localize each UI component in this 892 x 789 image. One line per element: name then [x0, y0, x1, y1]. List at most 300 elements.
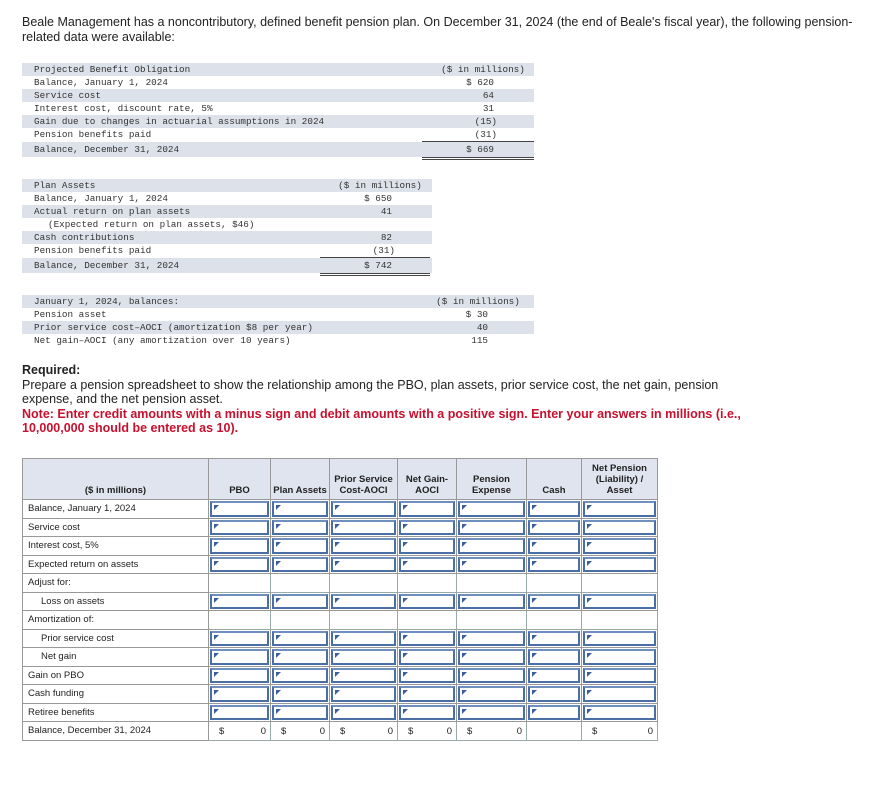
input-box[interactable]	[331, 520, 396, 536]
plan-assets-row	[22, 205, 432, 218]
worksheet-input-cell[interactable]	[527, 500, 582, 519]
worksheet-input-cell[interactable]	[457, 500, 527, 519]
pbo-header-row	[22, 63, 534, 76]
pbo-row-label: Gain due to changes in actuarial assumptions in 2024	[34, 116, 325, 127]
input-box[interactable]	[399, 686, 455, 702]
plan-assets-row-value: $ 650	[364, 193, 392, 204]
input-marker-icon	[335, 542, 340, 547]
pbo-row-label: Balance, December 31, 2024	[34, 144, 180, 155]
input-box[interactable]	[528, 631, 580, 647]
input-marker-icon	[462, 505, 467, 510]
worksheet-input-cell[interactable]	[457, 685, 527, 704]
worksheet-input-cell[interactable]	[209, 666, 271, 685]
input-box[interactable]	[272, 686, 328, 702]
worksheet-input-cell[interactable]	[330, 666, 398, 685]
input-box[interactable]	[399, 501, 455, 517]
input-box[interactable]	[583, 520, 656, 536]
worksheet-input-cell[interactable]	[330, 537, 398, 556]
input-marker-icon	[587, 505, 592, 510]
input-box[interactable]	[210, 631, 269, 647]
plan-assets-unit: ($ in millions)	[338, 180, 422, 191]
worksheet-total-label: Balance, December 31, 2024	[23, 722, 209, 741]
input-box[interactable]	[210, 538, 269, 554]
worksheet-input-cell[interactable]	[330, 518, 398, 537]
input-box[interactable]	[399, 557, 455, 573]
currency-symbol: $	[408, 726, 414, 737]
worksheet-row-label: Net gain	[23, 648, 209, 667]
worksheet-input-cell[interactable]	[209, 518, 271, 537]
total-amount: 0	[516, 726, 522, 737]
input-box[interactable]	[583, 668, 656, 684]
balances-unit: ($ in millions)	[436, 296, 520, 307]
balances-table	[22, 295, 534, 347]
input-box[interactable]	[458, 557, 525, 573]
worksheet-corner: ($ in millions)	[23, 459, 209, 500]
balances-row-value: 115	[471, 335, 488, 346]
input-marker-icon	[587, 690, 592, 695]
worksheet-empty-cell	[582, 611, 658, 630]
input-box[interactable]	[458, 631, 525, 647]
worksheet-input-cell[interactable]	[398, 685, 457, 704]
worksheet-input-cell[interactable]	[271, 537, 330, 556]
currency-symbol: $	[281, 726, 287, 737]
worksheet-input-cell[interactable]	[527, 537, 582, 556]
balances-row-label: Net gain–AOCI (any amortization over 10 years)	[34, 335, 291, 346]
balances-row	[22, 308, 534, 321]
input-box[interactable]	[583, 705, 656, 721]
balances-row-value: 40	[476, 322, 488, 333]
worksheet-input-cell[interactable]	[582, 629, 658, 648]
input-box[interactable]	[458, 520, 525, 536]
input-marker-icon	[403, 505, 408, 510]
worksheet-row-label: Amortization of:	[23, 611, 209, 630]
worksheet-input-cell[interactable]	[330, 500, 398, 519]
worksheet-input-cell[interactable]	[398, 592, 457, 611]
input-marker-icon	[532, 561, 537, 566]
pbo-row-value: 64	[482, 90, 494, 101]
input-marker-icon	[532, 524, 537, 529]
input-box[interactable]	[331, 594, 396, 610]
input-marker-icon	[214, 542, 219, 547]
input-marker-icon	[462, 709, 467, 714]
input-marker-icon	[587, 635, 592, 640]
worksheet-input-cell[interactable]	[398, 500, 457, 519]
input-box[interactable]	[528, 538, 580, 554]
input-box[interactable]	[331, 631, 396, 647]
input-box[interactable]	[210, 686, 269, 702]
input-box[interactable]	[399, 668, 455, 684]
worksheet-input-cell[interactable]	[209, 500, 271, 519]
worksheet-empty-cell	[582, 574, 658, 593]
input-marker-icon	[532, 598, 537, 603]
worksheet-input-cell[interactable]	[209, 703, 271, 722]
total-amount: 0	[260, 726, 266, 737]
pbo-row-value: $ 669	[466, 144, 494, 155]
input-marker-icon	[276, 709, 281, 714]
worksheet-input-cell[interactable]	[527, 555, 582, 574]
pension-worksheet	[22, 458, 658, 741]
input-box[interactable]	[331, 705, 396, 721]
input-box[interactable]	[272, 520, 328, 536]
worksheet-total-cell	[582, 722, 658, 741]
input-box[interactable]	[399, 649, 455, 665]
plan-assets-row-value: 82	[380, 232, 392, 243]
input-box[interactable]	[458, 594, 525, 610]
worksheet-input-cell[interactable]	[398, 537, 457, 556]
worksheet-input-cell[interactable]	[330, 685, 398, 704]
worksheet-input-cell[interactable]	[330, 648, 398, 667]
input-box[interactable]	[331, 501, 396, 517]
input-marker-icon	[462, 598, 467, 603]
pbo-table	[22, 63, 534, 160]
worksheet-input-cell[interactable]	[582, 648, 658, 667]
input-box[interactable]	[528, 501, 580, 517]
worksheet-empty-cell	[457, 574, 527, 593]
input-marker-icon	[335, 672, 340, 677]
input-marker-icon	[335, 653, 340, 658]
balances-row	[22, 321, 534, 334]
pbo-row-value: (15)	[474, 116, 497, 127]
worksheet-input-cell[interactable]	[527, 629, 582, 648]
pbo-row	[22, 76, 534, 89]
currency-symbol: $	[219, 726, 225, 737]
worksheet-row-label: Gain on PBO	[23, 666, 209, 685]
plan-assets-row-value: 41	[380, 206, 392, 217]
worksheet-input-cell[interactable]	[271, 648, 330, 667]
worksheet-input-cell[interactable]	[271, 592, 330, 611]
input-box[interactable]	[272, 501, 328, 517]
worksheet-row	[23, 703, 658, 722]
worksheet-empty-cell	[209, 574, 271, 593]
input-marker-icon	[532, 690, 537, 695]
input-marker-icon	[462, 561, 467, 566]
worksheet-input-cell[interactable]	[457, 648, 527, 667]
worksheet-input-cell[interactable]	[398, 648, 457, 667]
input-box[interactable]	[210, 649, 269, 665]
input-marker-icon	[335, 635, 340, 640]
balances-header: January 1, 2024, balances:	[34, 296, 180, 307]
input-box[interactable]	[528, 668, 580, 684]
worksheet-input-cell[interactable]	[582, 555, 658, 574]
plan-assets-row	[22, 258, 432, 273]
worksheet-input-cell[interactable]	[527, 685, 582, 704]
total-amount: 0	[647, 726, 653, 737]
pbo-row-label: Service cost	[34, 90, 101, 101]
input-marker-icon	[532, 542, 537, 547]
input-box[interactable]	[272, 705, 328, 721]
input-marker-icon	[214, 672, 219, 677]
input-marker-icon	[276, 561, 281, 566]
worksheet-input-cell[interactable]	[330, 703, 398, 722]
plan-assets-header: Plan Assets	[34, 180, 96, 191]
worksheet-input-cell[interactable]	[398, 703, 457, 722]
worksheet-empty-cell	[398, 611, 457, 630]
total-amount: 0	[446, 726, 452, 737]
worksheet-empty-cell	[271, 611, 330, 630]
input-box[interactable]	[210, 594, 269, 610]
worksheet-input-cell[interactable]	[209, 555, 271, 574]
required-section	[22, 363, 742, 436]
worksheet-input-cell[interactable]	[271, 666, 330, 685]
input-marker-icon	[335, 561, 340, 566]
worksheet-row	[23, 592, 658, 611]
input-box[interactable]	[583, 649, 656, 665]
worksheet-empty-cell	[457, 611, 527, 630]
worksheet-input-cell[interactable]	[582, 537, 658, 556]
worksheet-input-cell[interactable]	[457, 703, 527, 722]
worksheet-input-cell[interactable]	[527, 703, 582, 722]
pbo-row-value: $ 620	[466, 77, 494, 88]
total-amount: 0	[387, 726, 393, 737]
worksheet-row-label: Interest cost, 5%	[23, 537, 209, 556]
worksheet-total-cell	[457, 722, 527, 741]
input-box[interactable]	[272, 668, 328, 684]
required-note: Note: Enter credit amounts with a minus sign and debit amounts with a positive sign. Enter your answers in millions (i.e., 10,000,000 should be entered as 10).	[22, 406, 741, 435]
input-box[interactable]	[331, 686, 396, 702]
input-box[interactable]	[458, 668, 525, 684]
worksheet-input-cell[interactable]	[398, 666, 457, 685]
worksheet-input-cell[interactable]	[527, 666, 582, 685]
worksheet-input-cell[interactable]	[457, 666, 527, 685]
input-box[interactable]	[272, 631, 328, 647]
input-box[interactable]	[399, 705, 455, 721]
plan-assets-row-label: Pension benefits paid	[34, 245, 152, 256]
input-marker-icon	[587, 561, 592, 566]
input-box[interactable]	[583, 557, 656, 573]
input-marker-icon	[462, 690, 467, 695]
worksheet-empty-cell	[398, 574, 457, 593]
plan-assets-row	[22, 192, 432, 205]
worksheet-input-cell[interactable]	[209, 592, 271, 611]
input-marker-icon	[335, 709, 340, 714]
input-marker-icon	[335, 524, 340, 529]
worksheet-input-cell[interactable]	[398, 518, 457, 537]
column-header-cash: Cash	[527, 459, 582, 500]
input-box[interactable]	[528, 557, 580, 573]
worksheet-row	[23, 648, 658, 667]
input-box[interactable]	[458, 649, 525, 665]
input-marker-icon	[532, 653, 537, 658]
input-marker-icon	[403, 635, 408, 640]
input-box[interactable]	[272, 649, 328, 665]
required-text: Prepare a pension spreadsheet to show the relationship among the PBO, plan assets, prior service cost, the net gain, pension expense, and the net pension asset.	[22, 377, 719, 406]
balances-row	[22, 334, 534, 347]
balances-row-label: Prior service cost–AOCI (amortization $8 per year)	[34, 322, 313, 333]
pbo-row-label: Pension benefits paid	[34, 129, 152, 140]
plan-assets-row-value: (31)	[372, 245, 395, 256]
input-marker-icon	[403, 598, 408, 603]
worksheet-row	[23, 629, 658, 648]
pbo-header: Projected Benefit Obligation	[34, 64, 191, 75]
worksheet-row-label: Cash funding	[23, 685, 209, 704]
balances-row-label: Pension asset	[34, 309, 107, 320]
worksheet-row	[23, 537, 658, 556]
input-box[interactable]	[272, 594, 328, 610]
worksheet-input-cell[interactable]	[271, 703, 330, 722]
input-marker-icon	[214, 690, 219, 695]
input-marker-icon	[276, 690, 281, 695]
input-box[interactable]	[331, 557, 396, 573]
worksheet-empty-cell	[527, 611, 582, 630]
column-header-pbo: PBO	[209, 459, 271, 500]
worksheet-input-cell[interactable]	[330, 592, 398, 611]
worksheet-empty-cell	[330, 611, 398, 630]
plan-assets-row-label: Balance, January 1, 2024	[34, 193, 168, 204]
input-marker-icon	[276, 598, 281, 603]
worksheet-total-row	[23, 722, 658, 741]
input-marker-icon	[532, 505, 537, 510]
input-box[interactable]	[331, 538, 396, 554]
input-box[interactable]	[210, 501, 269, 517]
worksheet-row	[23, 518, 658, 537]
input-marker-icon	[214, 635, 219, 640]
column-header-net-gain: Net Gain-AOCI	[398, 459, 457, 500]
input-marker-icon	[462, 635, 467, 640]
worksheet-input-cell[interactable]	[582, 666, 658, 685]
pbo-row-value: (31)	[474, 129, 497, 140]
worksheet-row-label: Adjust for:	[23, 574, 209, 593]
input-marker-icon	[532, 672, 537, 677]
pbo-row	[22, 142, 534, 157]
input-box[interactable]	[528, 520, 580, 536]
worksheet-row-label: Loss on assets	[23, 592, 209, 611]
input-box[interactable]	[458, 538, 525, 554]
input-box[interactable]	[272, 538, 328, 554]
input-marker-icon	[335, 505, 340, 510]
input-box[interactable]	[399, 538, 455, 554]
plan-assets-row-label: (Expected return on plan assets, $46)	[48, 219, 255, 230]
input-box[interactable]	[528, 686, 580, 702]
currency-symbol: $	[592, 726, 598, 737]
plan-assets-row-label: Actual return on plan assets	[34, 206, 191, 217]
input-marker-icon	[403, 672, 408, 677]
input-box[interactable]	[528, 594, 580, 610]
input-box[interactable]	[458, 501, 525, 517]
input-marker-icon	[587, 524, 592, 529]
worksheet-row	[23, 500, 658, 519]
worksheet-input-cell[interactable]	[398, 629, 457, 648]
worksheet-input-cell[interactable]	[582, 518, 658, 537]
worksheet-input-cell[interactable]	[209, 685, 271, 704]
input-box[interactable]	[583, 538, 656, 554]
worksheet-input-cell[interactable]	[527, 648, 582, 667]
plan-assets-table	[22, 179, 432, 276]
input-marker-icon	[214, 709, 219, 714]
input-box[interactable]	[399, 631, 455, 647]
input-box[interactable]	[399, 520, 455, 536]
input-box[interactable]	[458, 705, 525, 721]
balances-row-value: $ 30	[465, 309, 488, 320]
input-marker-icon	[403, 709, 408, 714]
input-marker-icon	[214, 598, 219, 603]
input-marker-icon	[532, 709, 537, 714]
input-box[interactable]	[210, 520, 269, 536]
pbo-row	[22, 115, 534, 128]
worksheet-input-cell[interactable]	[527, 592, 582, 611]
input-marker-icon	[276, 635, 281, 640]
worksheet-empty-cell	[330, 574, 398, 593]
input-box[interactable]	[583, 686, 656, 702]
worksheet-input-cell[interactable]	[582, 685, 658, 704]
balances-header-row	[22, 295, 534, 308]
worksheet-input-cell[interactable]	[457, 592, 527, 611]
column-header-net-pension: Net Pension (Liability) / Asset	[582, 459, 658, 500]
worksheet-input-cell[interactable]	[330, 555, 398, 574]
worksheet-input-cell[interactable]	[271, 500, 330, 519]
input-box[interactable]	[210, 557, 269, 573]
worksheet-input-cell[interactable]	[457, 555, 527, 574]
input-box[interactable]	[583, 631, 656, 647]
pbo-row-value: 31	[482, 103, 494, 114]
worksheet-input-cell[interactable]	[271, 629, 330, 648]
input-marker-icon	[335, 690, 340, 695]
worksheet-input-cell[interactable]	[582, 592, 658, 611]
worksheet-total-cell	[527, 722, 582, 741]
worksheet-input-cell[interactable]	[457, 537, 527, 556]
worksheet-input-cell[interactable]	[398, 555, 457, 574]
input-box[interactable]	[399, 594, 455, 610]
plan-assets-row	[22, 244, 432, 257]
input-box[interactable]	[210, 705, 269, 721]
input-box[interactable]	[458, 686, 525, 702]
worksheet-input-cell[interactable]	[527, 518, 582, 537]
worksheet-empty-cell	[271, 574, 330, 593]
currency-symbol: $	[340, 726, 346, 737]
input-marker-icon	[462, 542, 467, 547]
column-header-plan-assets: Plan Assets	[271, 459, 330, 500]
worksheet-input-cell[interactable]	[457, 518, 527, 537]
worksheet-input-cell[interactable]	[271, 555, 330, 574]
input-marker-icon	[462, 653, 467, 658]
plan-assets-row-value: $ 742	[364, 260, 392, 271]
worksheet-row-label: Expected return on assets	[23, 555, 209, 574]
currency-symbol: $	[467, 726, 473, 737]
worksheet-row-label: Balance, January 1, 2024	[23, 500, 209, 519]
input-box[interactable]	[331, 649, 396, 665]
worksheet-input-cell[interactable]	[209, 648, 271, 667]
worksheet-input-cell[interactable]	[271, 518, 330, 537]
input-box[interactable]	[583, 594, 656, 610]
plan-assets-row	[22, 231, 432, 244]
worksheet-row	[23, 555, 658, 574]
worksheet-input-cell[interactable]	[209, 537, 271, 556]
input-marker-icon	[403, 690, 408, 695]
input-marker-icon	[403, 561, 408, 566]
pbo-row	[22, 102, 534, 115]
worksheet-input-cell[interactable]	[457, 629, 527, 648]
pbo-row	[22, 89, 534, 102]
input-box[interactable]	[528, 649, 580, 665]
input-marker-icon	[403, 524, 408, 529]
worksheet-input-cell[interactable]	[330, 629, 398, 648]
input-marker-icon	[276, 524, 281, 529]
input-box[interactable]	[583, 501, 656, 517]
worksheet-input-cell[interactable]	[209, 629, 271, 648]
input-box[interactable]	[272, 557, 328, 573]
worksheet-input-cell[interactable]	[271, 685, 330, 704]
input-box[interactable]	[528, 705, 580, 721]
worksheet-input-cell[interactable]	[582, 500, 658, 519]
worksheet-input-cell[interactable]	[582, 703, 658, 722]
input-box[interactable]	[210, 668, 269, 684]
input-marker-icon	[587, 672, 592, 677]
worksheet-total-cell	[209, 722, 271, 741]
worksheet-row	[23, 666, 658, 685]
total-amount: 0	[319, 726, 325, 737]
input-marker-icon	[276, 505, 281, 510]
input-marker-icon	[214, 653, 219, 658]
input-box[interactable]	[331, 668, 396, 684]
